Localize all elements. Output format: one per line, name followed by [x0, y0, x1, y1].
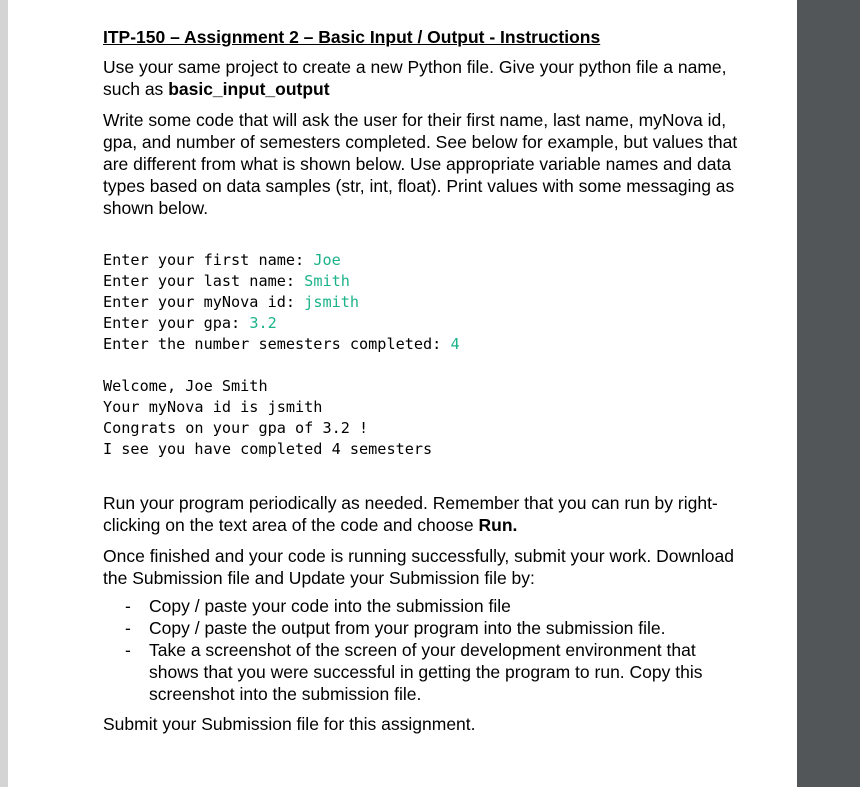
submit-paragraph: Submit your Submission file for this assignment. — [103, 714, 476, 734]
code-prompt: Enter your last name: — [103, 272, 305, 290]
code-input-value: 4 — [450, 335, 460, 353]
code-input-value: Smith — [304, 272, 350, 290]
bullet-dash: - — [125, 596, 131, 616]
list-item — [125, 617, 743, 639]
code-prompt: Enter the number semesters completed: — [103, 335, 451, 353]
code-prompt: Enter your first name: — [103, 251, 314, 269]
list-item — [125, 595, 743, 617]
step-text: Copy / paste the output from your program into the submission file. — [149, 618, 666, 638]
run-bold: Run. — [478, 515, 518, 535]
intro-filename: basic_input_output — [168, 79, 330, 99]
code-line — [103, 250, 743, 271]
code-line — [103, 292, 743, 313]
intro-text: Use your same project to create a new Python file. Give your python file a name, such as — [103, 57, 727, 99]
intro-paragraph — [103, 56, 743, 100]
document-content — [103, 26, 743, 744]
document-page — [8, 0, 797, 787]
code-input-value: jsmith — [304, 293, 360, 311]
output-line: I see you have completed 4 semesters — [103, 440, 433, 458]
code-prompt: Enter your gpa: — [103, 314, 250, 332]
sample-output-block — [103, 376, 743, 460]
bullet-dash: - — [125, 640, 131, 660]
code-prompt: Enter your myNova id: — [103, 293, 305, 311]
output-line: Congrats on your gpa of 3.2 ! — [103, 419, 369, 437]
output-line: Your myNova id is jsmith — [103, 398, 323, 416]
sample-input-block — [103, 250, 743, 355]
finish-paragraph: Once finished and your code is running successfully, submit your work. Download the Submission file and Update your Submission file by: — [103, 546, 734, 588]
code-line — [103, 313, 743, 334]
code-line — [103, 271, 743, 292]
page-title: ITP-150 – Assignment 2 – Basic Input / Output - Instructions — [103, 27, 601, 47]
code-input-value: 3.2 — [249, 314, 277, 332]
code-line — [103, 334, 743, 355]
task-paragraph: Write some code that will ask the user for their first name, last name, myNova id, gpa, and number of semesters completed. See below for example, but values that are different from what is shown below. Use appropriate variable names and data types based on data samples (str, int, float). Print values with some messaging as shown below. — [103, 110, 738, 218]
step-text: Copy / paste your code into the submission file — [149, 596, 511, 616]
viewer-left-gutter — [0, 0, 8, 787]
code-input-value: Joe — [313, 251, 341, 269]
run-paragraph — [103, 492, 743, 536]
run-text: Run your program periodically as needed. Remember that you can run by right-clicking on the text area of the code and choose — [103, 493, 718, 535]
output-line: Welcome, Joe Smith — [103, 377, 268, 395]
bullet-dash: - — [125, 618, 131, 638]
steps-list — [103, 595, 743, 705]
step-text: Take a screenshot of the screen of your development environment that shows that you were successful in getting the program to run. Copy this screenshot into the submission file. — [149, 640, 703, 704]
list-item — [125, 639, 743, 705]
